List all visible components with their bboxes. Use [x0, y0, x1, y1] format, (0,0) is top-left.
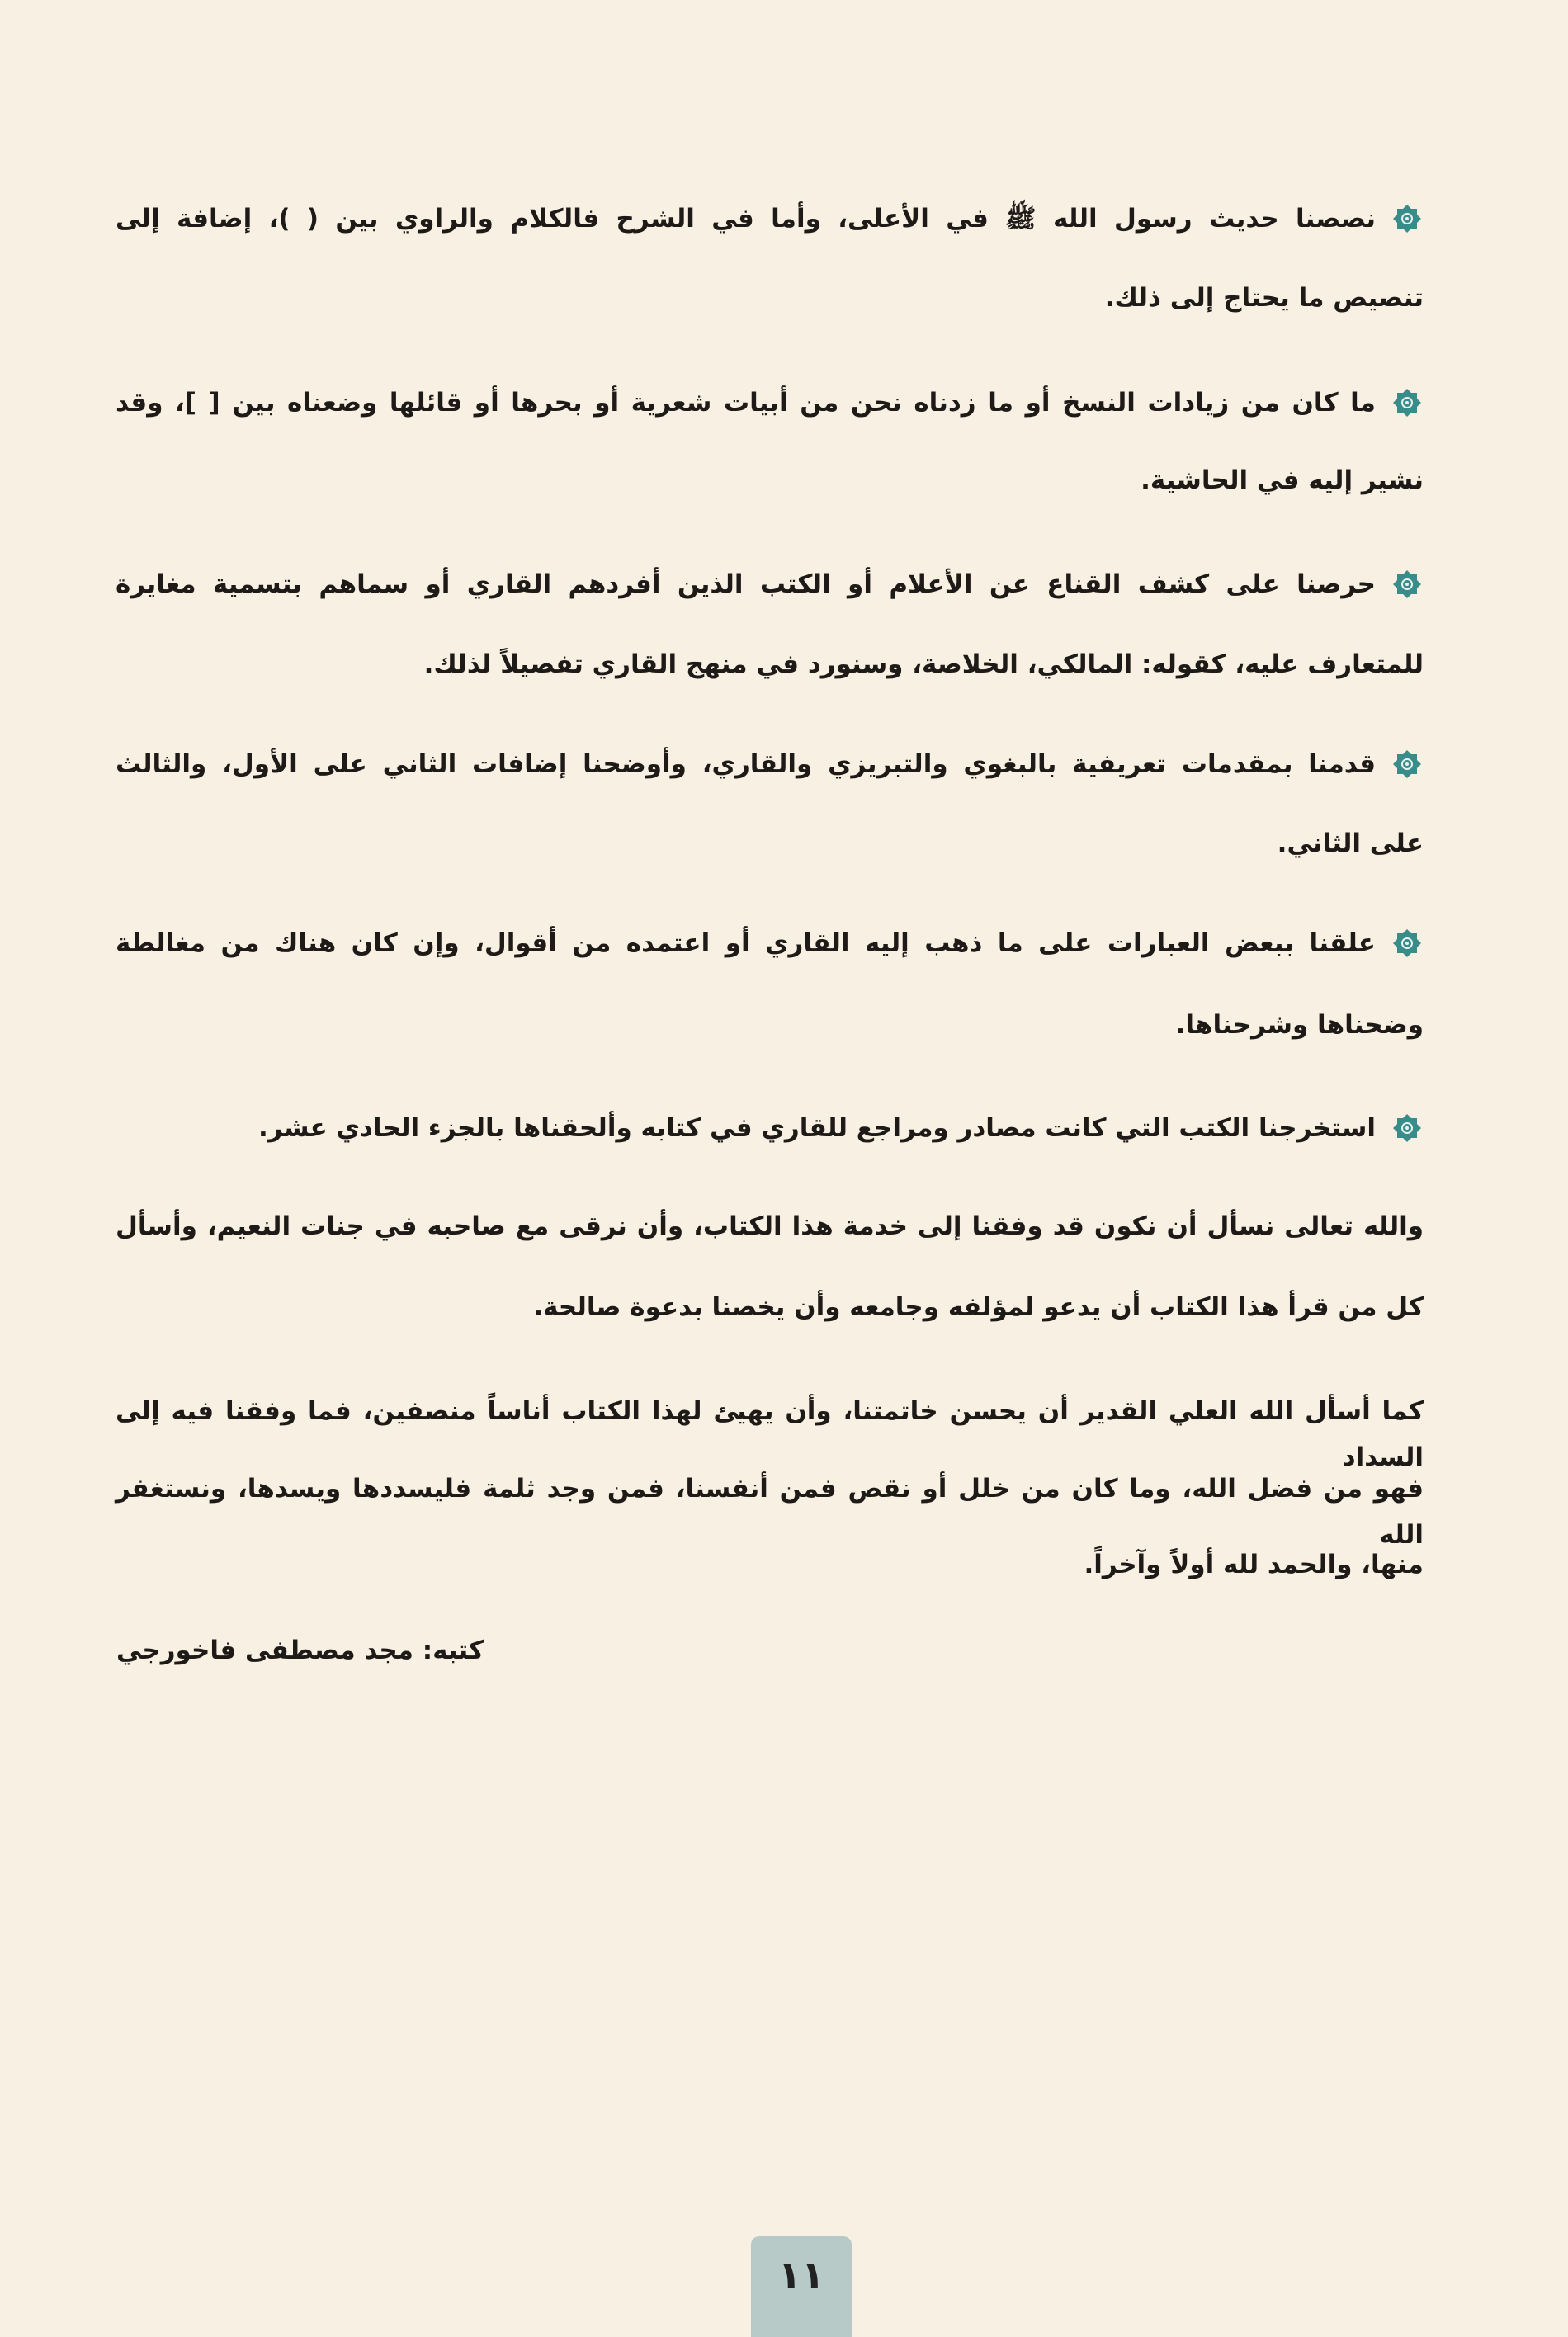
line-text: نصصنا حديث رسول الله ﷺ في الأعلى، وأما في الشرح فالكلام والراوي بين ( )، إضافة إلى [116, 204, 1376, 234]
page-number-tab [751, 2236, 852, 2337]
paragraph-line: تنصيص ما يحتاج إلى ذلك. [1104, 283, 1424, 313]
paragraph-line: وضحناها وشرحناها. [1175, 1010, 1424, 1040]
paragraph-line: للمتعارف عليه، كقوله: المالكي، الخلاصة، وسنورد في منهج القاري تفصيلاً لذلك. [423, 649, 1424, 679]
paragraph-line [116, 561, 1424, 607]
line-text: ما كان من زيادات النسخ أو ما زدناه نحن من أبيات شعرية أو بحرها أو قائلها وضعناه بين [ ]، وقد [116, 388, 1376, 418]
signature: كتبه: مجد مصطفى فاخورجي [116, 1636, 484, 1665]
paragraph-line: منها، والحمد لله أولاً وآخراً. [1084, 1550, 1424, 1579]
paragraph-line: كما أسأل الله العلي القدير أن يحسن خاتمتنا، وأن يهيئ لهذا الكتاب أناساً منصفين، فما وفقنا فيه إلى السداد [116, 1396, 1424, 1472]
paragraph-line: والله تعالى نسأل أن نكون قد وفقنا إلى خدمة هذا الكتاب، وأن نرقى مع صاحبه في جنات النعيم، وأسأل [116, 1211, 1424, 1241]
paragraph-line [116, 920, 1424, 966]
line-text: علقنا ببعض العبارات على ما ذهب إليه القاري أو اعتمده من أقوال، وإن كان هناك من مغالطة [116, 928, 1376, 958]
paragraph-line: على الثاني. [1277, 829, 1424, 858]
paragraph-line: كل من قرأ هذا الكتاب أن يدعو لمؤلفه وجامعه وأن يخصنا بدعوة صالحة. [533, 1292, 1424, 1322]
star-ornament-icon [1391, 927, 1424, 960]
paragraph-line: نشير إليه في الحاشية. [1141, 465, 1424, 495]
star-ornament-icon [1391, 386, 1424, 419]
star-ornament-icon [1391, 568, 1424, 601]
line-text: استخرجنا الكتب التي كانت مصادر ومراجع للقاري في كتابه وألحقناها بالجزء الحادي عشر. [257, 1113, 1376, 1143]
line-text: حرصنا على كشف القناع عن الأعلام أو الكتب الذين أفردهم القاري أو سماهم بتسمية مغايرة [116, 569, 1376, 599]
page-number: ١١ [777, 2253, 825, 2297]
line-text: قدمنا بمقدمات تعريفية بالبغوي والتبريزي والقاري، وأوضحنا إضافات الثاني على الأول، والثالث [116, 749, 1376, 779]
paragraph-line: فهو من فضل الله، وما كان من خلل أو نقص فمن أنفسنا، فمن وجد ثلمة فليسددها ويسدها، ونستغفر الله [116, 1474, 1424, 1550]
paragraph-line [116, 380, 1424, 426]
paragraph-line [116, 1105, 1424, 1151]
star-ornament-icon [1391, 1112, 1424, 1145]
star-ornament-icon [1391, 202, 1424, 235]
paragraph-line [116, 196, 1424, 242]
star-ornament-icon [1391, 748, 1424, 781]
paragraph-line [116, 741, 1424, 787]
